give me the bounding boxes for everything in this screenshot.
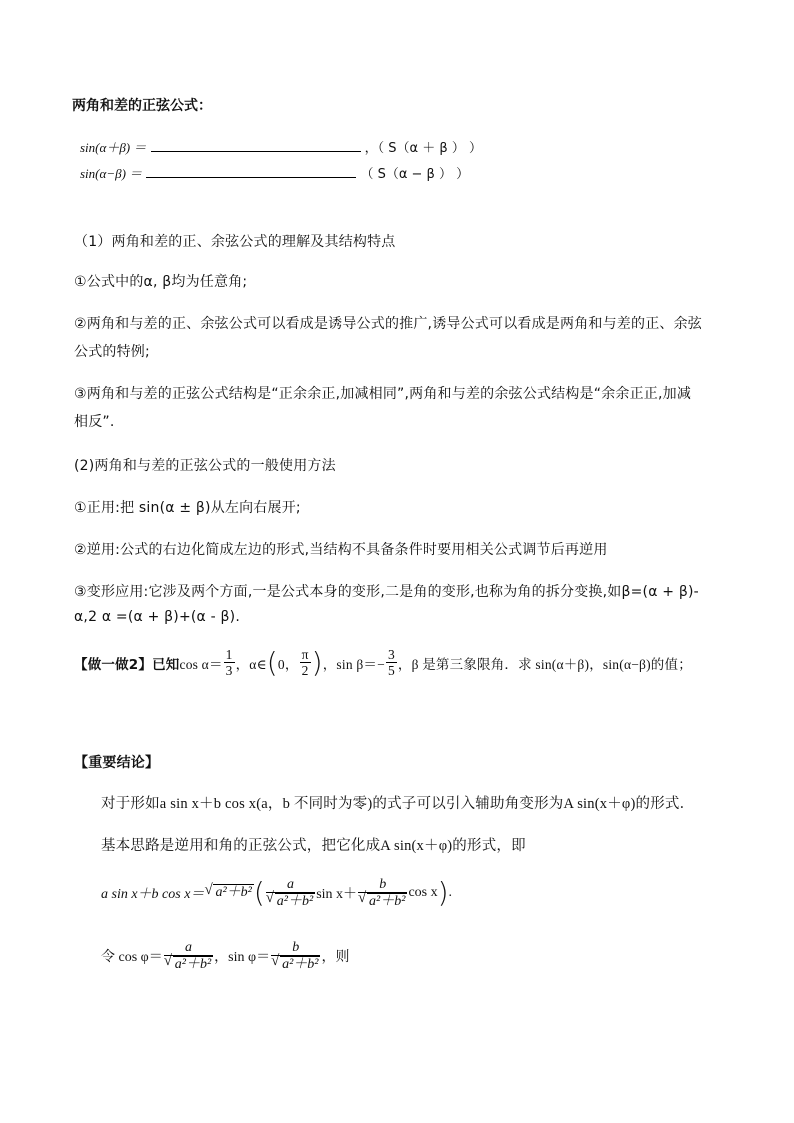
exercise-frac-pi-2	[300, 647, 311, 678]
exercise-cos: cos α＝	[179, 656, 223, 672]
right-paren: )	[437, 876, 449, 909]
eq1-lhs: a sin x＋b cos x＝	[101, 886, 205, 902]
frac-num: b	[358, 877, 407, 893]
sqrt-radicand: a²＋b²	[282, 957, 319, 972]
frac-num: a	[164, 940, 213, 956]
frac-den: 2	[301, 663, 309, 678]
frac-num: 3	[387, 647, 395, 662]
eq2-ling: 令 cos φ＝	[101, 950, 163, 965]
exercise	[74, 646, 692, 679]
sqrt-radicand: a²＋b²	[174, 957, 212, 972]
exercise-rest: ，β 是第三象限角．求 sin(α＋β)，sin(α−β)的值；	[397, 656, 692, 672]
equation-2	[101, 940, 349, 972]
exercise-tag: 【做一做2】已知	[74, 656, 180, 673]
sqrt-radicand: a²＋b²	[215, 885, 252, 900]
sqrt-root	[204, 884, 253, 901]
exercise-frac-1-3	[224, 647, 235, 678]
use3-line2: α,2 α =(α + β)+(α - β).	[74, 609, 240, 625]
item3-line2: 相反”.	[74, 414, 115, 430]
exercise-zero: 0，	[277, 656, 299, 672]
formula-sum-row	[80, 137, 482, 156]
frac-num: b	[271, 940, 320, 956]
conclusion-p2: 基本思路是逆用和角的正弦公式，把它化成A sin(x＋φ)的形式，即	[101, 838, 526, 854]
formula-diff-row	[80, 163, 469, 182]
conclusion-title: 【重要结论】	[74, 755, 160, 771]
formula-sum-tail: ，（ S（α ＋ β ） ）	[364, 141, 482, 156]
right-paren: )	[311, 646, 323, 679]
eq1-dot: .	[448, 884, 453, 900]
frac-a-over-root	[164, 940, 213, 972]
eq2-ze: ，则	[321, 950, 350, 965]
use1: ①正用:把 sin(α ± β)从左向右展开;	[74, 500, 301, 516]
frac-a-over-root	[266, 877, 315, 909]
formula-diff-blank[interactable]	[146, 165, 356, 178]
formula-diff-tail: （ S（α − β ） ）	[360, 167, 470, 182]
eq1-mid: sin x＋	[316, 886, 358, 902]
section1-title: （1）两角和差的正、余弦公式的理解及其结构特点	[74, 234, 396, 250]
conclusion-p1: 对于形如a sin x＋b cos x(a，b 不同时为零)的式子可以引入辅助角变形为A sin(x＋φ)的形式．	[101, 796, 695, 812]
left-paren: (	[266, 646, 278, 679]
sqrt-radicand: a²＋b²	[369, 893, 406, 909]
exercise-sin: ，sin β＝−	[322, 656, 385, 672]
formula-diff-lhs: sin(α−β) ＝	[80, 166, 143, 181]
item1: ①公式中的α, β均为任意角;	[74, 274, 248, 290]
eq2-sin: ，sin φ＝	[214, 950, 271, 965]
frac-b-over-root	[271, 940, 320, 972]
section2-title: (2)两角和与差的正弦公式的一般使用方法	[74, 458, 336, 474]
use3-line1: ③变形应用:它涉及两个方面,一是公式本身的变形,二是角的变形,也称为角的拆分变换,如β=(α + β)-	[74, 584, 699, 600]
frac-num: a	[266, 877, 315, 893]
formula-sum-lhs: sin(α＋β) ＝	[80, 140, 147, 155]
exercise-in: ，α∈	[235, 656, 267, 672]
item3-line1: ③两角和与差的正弦公式结构是“正余余正,加减相同”,两角和与差的余弦公式结构是“余余正正,加减	[74, 386, 692, 402]
frac-den: 5	[387, 663, 395, 678]
frac-num: π	[301, 647, 309, 662]
heading: 两角和差的正弦公式：	[72, 98, 212, 114]
left-paren: (	[253, 876, 265, 909]
formula-sum-blank[interactable]	[151, 139, 361, 152]
exercise-frac-3-5	[386, 647, 397, 678]
sqrt-radicand: a²＋b²	[276, 893, 314, 909]
use2: ②逆用:公式的右边化简成左边的形式,当结构不具备条件时要用相关公式调节后再逆用	[74, 542, 608, 558]
item2-line2: 公式的特例;	[74, 344, 150, 360]
frac-den: 3	[225, 663, 233, 678]
frac-b-over-root	[358, 877, 407, 909]
eq1-end: cos x	[408, 884, 438, 900]
item2-line1: ②两角和与差的正、余弦公式可以看成是诱导公式的推广,诱导公式可以看成是两角和与差的正、余弦	[74, 316, 702, 332]
equation-1	[101, 876, 452, 909]
frac-num: 1	[225, 647, 233, 662]
